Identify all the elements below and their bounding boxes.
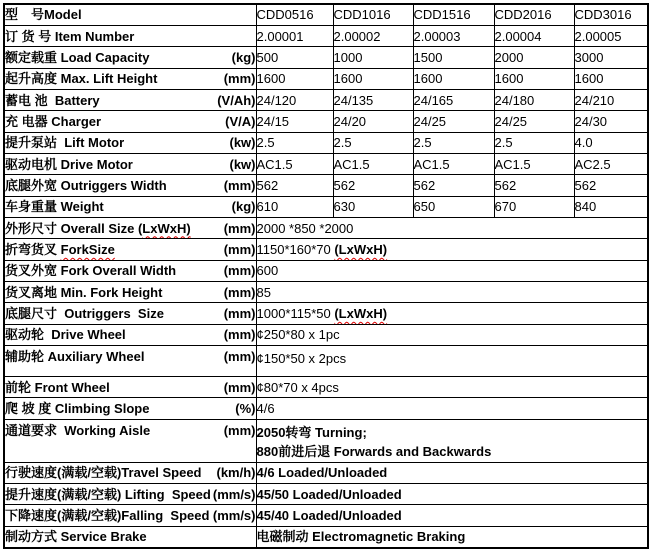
label-en: Max. Lift Height bbox=[60, 71, 158, 87]
spec-table bbox=[3, 3, 649, 549]
spellcheck-underline: (LxWxH) bbox=[334, 241, 388, 257]
value-cell: 24/25 bbox=[413, 111, 494, 132]
row-label bbox=[5, 7, 256, 22]
label-en: Falling Speed bbox=[121, 508, 210, 524]
unit-label: (mm) bbox=[223, 379, 256, 395]
label-zh: 折弯货叉 bbox=[5, 241, 61, 257]
row-label bbox=[5, 285, 256, 300]
unit-label: (mm) bbox=[223, 220, 256, 236]
row-label-cell bbox=[4, 89, 256, 110]
spellcheck-underline: LxWxH) bbox=[142, 220, 191, 236]
unit-label: (%) bbox=[235, 401, 256, 417]
unit-label: (mm) bbox=[223, 327, 256, 343]
row-label bbox=[5, 71, 256, 86]
row-label-text bbox=[5, 93, 100, 108]
row-label-cell bbox=[4, 4, 256, 25]
row-label bbox=[5, 199, 256, 214]
value-cell: 1000 bbox=[333, 47, 413, 68]
label-en: Load Capacity bbox=[60, 49, 150, 65]
value-cell: 2.00005 bbox=[574, 25, 648, 46]
value-cell: AC2.5 bbox=[574, 153, 648, 174]
row-label bbox=[5, 401, 256, 416]
table-row bbox=[4, 346, 648, 377]
label-en: Weight bbox=[60, 199, 104, 215]
value-cell: 2.00002 bbox=[333, 25, 413, 46]
row-label-cell bbox=[4, 260, 256, 281]
row-label-text bbox=[5, 135, 124, 150]
label-zh: 底腿尺寸 bbox=[5, 305, 65, 321]
row-label-text bbox=[5, 71, 157, 86]
label-zh: 蓄电 池 bbox=[5, 92, 55, 108]
label-en: Lift Motor bbox=[64, 135, 125, 151]
label-en bbox=[61, 242, 115, 257]
row-label bbox=[5, 327, 256, 342]
label-zh: 货叉离地 bbox=[5, 284, 61, 300]
row-label-text bbox=[5, 221, 191, 236]
row-label-text bbox=[5, 114, 101, 129]
value-cell: 562 bbox=[574, 175, 648, 196]
row-label-text bbox=[5, 285, 162, 300]
label-zh: 爬 坡 度 bbox=[5, 401, 55, 417]
row-label-text bbox=[5, 306, 164, 321]
table-row bbox=[4, 25, 648, 46]
row-label-text bbox=[5, 465, 202, 480]
table-row bbox=[4, 377, 648, 398]
row-label-text bbox=[5, 423, 150, 438]
value-cell: ¢250*80 x 1pc bbox=[256, 324, 648, 345]
table-row bbox=[4, 196, 648, 217]
unit-label: (mm/s) bbox=[212, 486, 256, 502]
row-label-text bbox=[5, 327, 126, 342]
label-en: Min. Fork Height bbox=[60, 284, 163, 300]
row-label-text bbox=[5, 263, 176, 278]
spellcheck-underline: (LxWxH) bbox=[334, 305, 388, 321]
unit-label: (kg) bbox=[231, 199, 256, 215]
value-cell: 4/6 bbox=[256, 398, 648, 419]
row-label-cell bbox=[4, 377, 256, 398]
label-en bbox=[61, 221, 191, 236]
unit-label: (mm) bbox=[223, 284, 256, 300]
label-zh: 底腿外宽 bbox=[5, 177, 61, 193]
label-zh: 下降速度(满载/空载) bbox=[5, 508, 122, 524]
row-label-text bbox=[5, 157, 133, 172]
row-label bbox=[5, 306, 256, 321]
label-zh: 行驶速度(满载/空载) bbox=[5, 465, 122, 481]
label-en: Fork Overall Width bbox=[60, 263, 177, 279]
row-label bbox=[5, 29, 256, 44]
table-row bbox=[4, 47, 648, 68]
value-cell: 562 bbox=[256, 175, 333, 196]
value-cell: 630 bbox=[333, 196, 413, 217]
row-label bbox=[5, 380, 256, 395]
value-cell: AC1.5 bbox=[494, 153, 574, 174]
row-label bbox=[5, 423, 256, 438]
label-en: Charger bbox=[51, 113, 102, 129]
row-label-cell bbox=[4, 47, 256, 68]
row-label-cell bbox=[4, 153, 256, 174]
value-cell: 45/50 Loaded/Unloaded bbox=[256, 484, 648, 505]
row-label-cell bbox=[4, 324, 256, 345]
row-label-cell bbox=[4, 196, 256, 217]
unit-label: (V/Ah) bbox=[217, 92, 256, 108]
value-cell: 24/120 bbox=[256, 89, 333, 110]
table-row bbox=[4, 153, 648, 174]
value-cell: 1600 bbox=[413, 68, 494, 89]
unit-label: (mm/s) bbox=[212, 508, 256, 524]
value-cell bbox=[256, 239, 648, 260]
value-cell: 3000 bbox=[574, 47, 648, 68]
table-row bbox=[4, 239, 648, 260]
table-row bbox=[4, 484, 648, 505]
unit-label: (mm) bbox=[223, 263, 256, 279]
label-zh: 外形尺寸 bbox=[5, 220, 61, 236]
text-fragment: Overall Size ( bbox=[60, 220, 143, 236]
label-zh: 提升速度(满载/空载) bbox=[5, 486, 125, 502]
unit-label: (mm) bbox=[223, 422, 256, 438]
value-cell: 24/210 bbox=[574, 89, 648, 110]
value-cell: 670 bbox=[494, 196, 574, 217]
text-fragment: 1150*160*70 bbox=[256, 241, 335, 257]
table-row bbox=[4, 281, 648, 302]
label-en: Drive Wheel bbox=[51, 327, 126, 343]
unit-label: (mm) bbox=[223, 349, 256, 364]
row-label-text bbox=[5, 178, 167, 193]
unit-label: (mm) bbox=[223, 177, 256, 193]
label-zh: 驱动轮 bbox=[5, 327, 52, 343]
value-cell: 24/165 bbox=[413, 89, 494, 110]
table-row bbox=[4, 398, 648, 419]
label-zh: 驱动电机 bbox=[5, 156, 61, 172]
value-cell: 562 bbox=[333, 175, 413, 196]
row-label bbox=[5, 93, 256, 108]
value-cell: 650 bbox=[413, 196, 494, 217]
row-label bbox=[5, 178, 256, 193]
spec-table-body bbox=[4, 4, 648, 548]
table-row bbox=[4, 419, 648, 462]
label-zh: 辅助轮 bbox=[5, 349, 48, 364]
unit-label: (mm) bbox=[223, 305, 256, 321]
value-cell: 电磁制动 Electromagnetic Braking bbox=[256, 526, 648, 547]
value-cell: 4/6 Loaded/Unloaded bbox=[256, 462, 648, 483]
value-cell: 24/15 bbox=[256, 111, 333, 132]
row-label-text bbox=[5, 29, 134, 44]
label-zh: 前轮 bbox=[5, 379, 35, 395]
row-label-text bbox=[5, 508, 209, 523]
label-en: Auxiliary Wheel bbox=[47, 349, 145, 364]
row-label bbox=[5, 242, 256, 257]
row-label-cell bbox=[4, 175, 256, 196]
value-cell: 2.00003 bbox=[413, 25, 494, 46]
table-row bbox=[4, 324, 648, 345]
row-label-text bbox=[5, 7, 82, 22]
unit-label: (mm) bbox=[223, 71, 256, 87]
value-cell: 4.0 bbox=[574, 132, 648, 153]
row-label bbox=[5, 263, 256, 278]
value-cell: 610 bbox=[256, 196, 333, 217]
value-cell: 600 bbox=[256, 260, 648, 281]
row-label bbox=[5, 157, 256, 172]
table-row bbox=[4, 260, 648, 281]
row-label-cell bbox=[4, 526, 256, 547]
table-row bbox=[4, 303, 648, 324]
row-label-cell bbox=[4, 505, 256, 526]
value-cell: CDD1016 bbox=[333, 4, 413, 25]
label-en: Working Aisle bbox=[64, 422, 151, 438]
row-label-text bbox=[5, 529, 147, 544]
value-cell: 2.00001 bbox=[256, 25, 333, 46]
row-label-cell bbox=[4, 281, 256, 302]
value-line: 2050转弯 Turning; bbox=[256, 424, 367, 440]
spellcheck-underline: ForkSize bbox=[60, 241, 115, 257]
unit-label: (V/A) bbox=[225, 113, 256, 129]
table-row bbox=[4, 175, 648, 196]
row-label-cell bbox=[4, 419, 256, 462]
row-label-text bbox=[5, 380, 110, 395]
value-line: ¢150*50 x 2pcs bbox=[256, 351, 347, 366]
row-label bbox=[5, 221, 256, 236]
value-cell: 2.5 bbox=[256, 132, 333, 153]
value-cell: 1600 bbox=[256, 68, 333, 89]
value-cell: 24/25 bbox=[494, 111, 574, 132]
row-label-cell bbox=[4, 484, 256, 505]
row-label-text bbox=[5, 199, 104, 214]
value-line: 880前进后退 Forwards and Backwards bbox=[256, 443, 492, 459]
label-zh: 车身重量 bbox=[5, 199, 61, 215]
value-cell: CDD3016 bbox=[574, 4, 648, 25]
label-en: Outriggers Size bbox=[64, 305, 164, 321]
value-cell: 24/135 bbox=[333, 89, 413, 110]
row-label-cell bbox=[4, 132, 256, 153]
label-en: Outriggers Width bbox=[60, 177, 167, 193]
value-cell: 562 bbox=[494, 175, 574, 196]
value-cell: 1600 bbox=[574, 68, 648, 89]
row-label-cell bbox=[4, 398, 256, 419]
value-cell: AC1.5 bbox=[333, 153, 413, 174]
table-row bbox=[4, 217, 648, 238]
label-en: Drive Motor bbox=[60, 156, 133, 172]
row-label bbox=[5, 465, 256, 480]
label-en: Lifting Speed bbox=[124, 486, 211, 502]
row-label-text bbox=[5, 50, 149, 65]
value-cell: 2000 bbox=[494, 47, 574, 68]
unit-label: (kg) bbox=[231, 49, 256, 65]
label-zh: 起升高度 bbox=[5, 71, 61, 87]
row-label-cell bbox=[4, 346, 256, 377]
value-cell bbox=[256, 303, 648, 324]
row-label bbox=[5, 508, 256, 523]
value-cell: 24/20 bbox=[333, 111, 413, 132]
value-cell: CDD2016 bbox=[494, 4, 574, 25]
value-cell: ¢80*70 x 4pcs bbox=[256, 377, 648, 398]
row-label bbox=[5, 487, 256, 502]
row-label-cell bbox=[4, 68, 256, 89]
label-zh: 制动方式 bbox=[5, 529, 61, 545]
table-row bbox=[4, 89, 648, 110]
row-label-cell bbox=[4, 239, 256, 260]
value-cell: 45/40 Loaded/Unloaded bbox=[256, 505, 648, 526]
label-zh: 型 号 bbox=[5, 7, 45, 23]
label-en: Model bbox=[44, 7, 82, 23]
row-label-text bbox=[5, 242, 115, 257]
label-en: Travel Speed bbox=[121, 465, 202, 481]
value-cell: 24/30 bbox=[574, 111, 648, 132]
row-label bbox=[5, 349, 256, 364]
label-zh: 提升泵站 bbox=[5, 135, 65, 151]
value-cell: 2.5 bbox=[333, 132, 413, 153]
label-zh: 额定载重 bbox=[5, 49, 61, 65]
label-zh: 订 货 号 bbox=[5, 28, 55, 44]
label-en: Battery bbox=[54, 92, 100, 108]
label-zh: 充 电器 bbox=[5, 113, 52, 129]
table-row bbox=[4, 132, 648, 153]
label-en: Item Number bbox=[54, 28, 135, 44]
unit-label: (kw) bbox=[229, 135, 256, 151]
row-label-cell bbox=[4, 25, 256, 46]
row-label-text bbox=[5, 349, 144, 364]
value-cell: 1500 bbox=[413, 47, 494, 68]
table-row bbox=[4, 68, 648, 89]
value-cell: AC1.5 bbox=[413, 153, 494, 174]
row-label bbox=[5, 529, 256, 544]
value-cell: 1600 bbox=[494, 68, 574, 89]
row-label bbox=[5, 114, 256, 129]
unit-label: (mm) bbox=[223, 241, 256, 257]
label-zh: 货叉外宽 bbox=[5, 263, 61, 279]
row-label-text bbox=[5, 487, 211, 502]
row-label-cell bbox=[4, 111, 256, 132]
value-cell: 840 bbox=[574, 196, 648, 217]
value-cell: CDD0516 bbox=[256, 4, 333, 25]
text-fragment: 1000*115*50 bbox=[256, 305, 335, 321]
table-row bbox=[4, 526, 648, 547]
value-cell: 2.00004 bbox=[494, 25, 574, 46]
table-row bbox=[4, 462, 648, 483]
value-cell: 85 bbox=[256, 281, 648, 302]
unit-label: (kw) bbox=[229, 156, 256, 172]
label-en: Service Brake bbox=[60, 529, 147, 545]
row-label-cell bbox=[4, 217, 256, 238]
label-en: Front Wheel bbox=[34, 379, 110, 395]
table-row bbox=[4, 505, 648, 526]
value-cell: 2000 *850 *2000 bbox=[256, 217, 648, 238]
row-label bbox=[5, 50, 256, 65]
label-en: Climbing Slope bbox=[54, 401, 150, 417]
value-cell: CDD1516 bbox=[413, 4, 494, 25]
value-cell: 1600 bbox=[333, 68, 413, 89]
label-zh: 通道要求 bbox=[5, 422, 65, 438]
row-label-cell bbox=[4, 462, 256, 483]
value-cell: 2.5 bbox=[494, 132, 574, 153]
value-cell: 500 bbox=[256, 47, 333, 68]
table-row bbox=[4, 111, 648, 132]
value-cell bbox=[256, 346, 648, 377]
table-row bbox=[4, 4, 648, 25]
value-cell: 2.5 bbox=[413, 132, 494, 153]
row-label-text bbox=[5, 401, 149, 416]
value-cell: 24/180 bbox=[494, 89, 574, 110]
row-label-cell bbox=[4, 303, 256, 324]
unit-label: (km/h) bbox=[216, 465, 256, 481]
row-label bbox=[5, 135, 256, 150]
value-cell bbox=[256, 419, 648, 462]
value-cell: 562 bbox=[413, 175, 494, 196]
value-cell: AC1.5 bbox=[256, 153, 333, 174]
